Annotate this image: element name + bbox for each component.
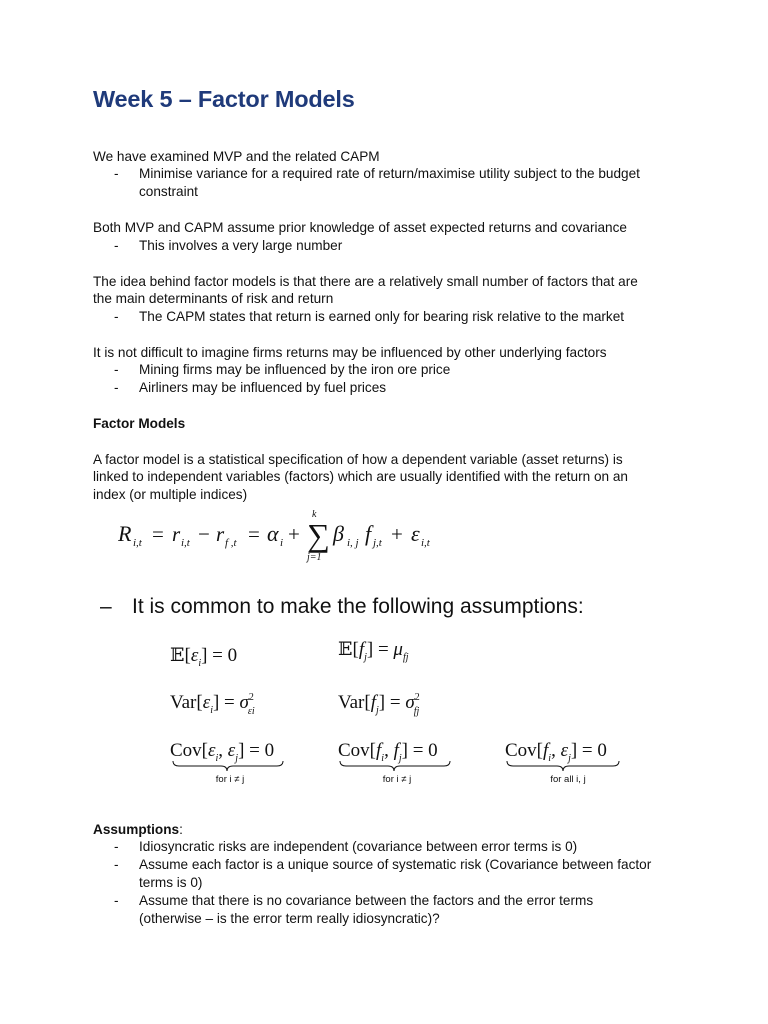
- svg-text:j=1: j=1: [307, 552, 322, 563]
- svg-text:ε: ε: [411, 521, 420, 546]
- bullet-dash: -: [114, 362, 119, 377]
- bullet-text: Assume that there is no covariance between the factors and the error terms: [139, 893, 594, 908]
- list-item-continuation: [93, 910, 693, 928]
- bullet-text: Assume each factor is a unique source of systematic risk (Covariance between factor: [139, 857, 652, 872]
- bullet-dash: -: [114, 893, 119, 908]
- list-item: [93, 379, 693, 397]
- bullet-dash: -: [114, 166, 119, 181]
- paragraph-mvp: We have examined MVP and the related CAPM: [93, 149, 380, 164]
- bullet-text: Minimise variance for a required rate of return/maximise utility subject to the budget: [139, 166, 640, 181]
- covariance-errors-formula: $Cov[\varepsilon_i$, $\varepsilon_j] = 0$: [170, 740, 275, 764]
- covariance-factor-error-formula: $Cov[f_i$, $\varepsilon_j] = 0$: [505, 740, 607, 764]
- bullet-text: (otherwise – is the error term really idiosyncratic)?: [139, 911, 440, 926]
- assumption-intro: [100, 595, 660, 623]
- paragraph-other-factors: It is not difficult to imagine firms returns may be influenced by other underlying factors: [93, 345, 607, 360]
- svg-text:α: α: [267, 521, 279, 546]
- svg-text:i,t: i,t: [421, 537, 430, 549]
- list-item: [93, 892, 693, 910]
- section-heading-factor-models: Factor Models: [93, 416, 186, 431]
- list-item: [93, 361, 693, 379]
- expectation-error-formula: $𝔼[\varepsilon_i] = 0$: [170, 645, 238, 669]
- svg-text:k: k: [312, 509, 317, 520]
- bullet-dash: -: [114, 857, 119, 872]
- underbrace-2: [340, 761, 450, 771]
- svg-text:+: +: [288, 522, 300, 546]
- underbrace-label-3: for all i, j: [550, 774, 586, 785]
- bullet-text: Airliners may be influenced by fuel prices: [139, 380, 387, 395]
- list-item: [93, 308, 693, 326]
- paragraph-assumptions-knowledge: Both MVP and CAPM assume prior knowledge of asset expected returns and covariance: [93, 220, 627, 235]
- bullet-text: The CAPM states that return is earned only for bearing risk relative to the market: [139, 309, 625, 324]
- underbrace-1: [173, 761, 283, 771]
- bullet-text: This involves a very large number: [139, 238, 343, 253]
- list-item: [93, 838, 693, 856]
- bullet-dash: -: [114, 238, 119, 253]
- svg-text:f ,t: f ,t: [225, 537, 237, 549]
- assumptions-heading: Assumptions: [93, 822, 180, 837]
- svg-text:i, j: i, j: [347, 537, 359, 549]
- paragraph-definition-line-3: index (or multiple indices): [93, 487, 248, 502]
- variance-error-formula: $Var[\varepsilon_i] = \sigma^2$ εi: [170, 692, 255, 717]
- svg-text:=: =: [248, 522, 260, 546]
- svg-text:∑: ∑: [307, 517, 330, 553]
- paragraph-idea-line-1: The idea behind factor models is that there are a relatively small number of factors that are: [93, 274, 638, 289]
- svg-text:i,t: i,t: [133, 537, 142, 549]
- svg-text:j,t: j,t: [373, 537, 382, 549]
- svg-text:β: β: [333, 521, 344, 546]
- underbrace-label-1: for i ≠ j: [215, 774, 245, 785]
- factor-model-equation: [118, 508, 448, 568]
- underbrace-3: [507, 761, 619, 771]
- bullet-dash: -: [114, 380, 119, 395]
- paragraph-definition-line-2: linked to independent variables (factors) which are usually identified with the return on an: [93, 469, 628, 484]
- bullet-text: terms is 0): [139, 875, 203, 890]
- svg-text:=: =: [152, 522, 164, 546]
- assumption-intro-text: It is common to make the following assumptions:: [132, 595, 584, 618]
- variance-factor-formula: $Var[f_j] = \sigma^2$ fj: [338, 692, 420, 717]
- list-item: [93, 856, 693, 874]
- list-item: [93, 237, 693, 255]
- assumptions-heading-line: [93, 821, 183, 839]
- svg-text:i,t: i,t: [181, 537, 190, 549]
- paragraph-idea-line-2: the main determinants of risk and return: [93, 291, 334, 306]
- paragraph-definition-line-1: A factor model is a statistical specification of how a dependent variable (asset returns) is: [93, 452, 623, 467]
- assumptions-colon: :: [179, 822, 183, 837]
- bullet-text: constraint: [139, 184, 198, 199]
- bullet-dash: -: [114, 309, 119, 324]
- list-item-continuation: [93, 183, 693, 201]
- assumption-formulas: [165, 628, 645, 793]
- svg-text:f: f: [365, 521, 372, 546]
- expectation-factor-formula: $𝔼[f_j] = \mu_{fj}$: [338, 639, 409, 663]
- page-title: Week 5 – Factor Models: [93, 86, 355, 112]
- list-item-continuation: [93, 874, 693, 892]
- svg-text:r: r: [172, 522, 181, 546]
- underbrace-label-2: for i ≠ j: [382, 774, 412, 785]
- bullet-dash: -: [114, 839, 119, 854]
- svg-text:R: R: [118, 521, 132, 546]
- list-item: [93, 165, 693, 183]
- svg-text:−: −: [198, 522, 210, 546]
- bullet-text: Idiosyncratic risks are independent (covariance between error terms is 0): [139, 839, 578, 854]
- svg-text:r: r: [216, 522, 225, 546]
- svg-text:i: i: [280, 537, 284, 549]
- bullet-text: Mining firms may be influenced by the iron ore price: [139, 362, 451, 377]
- covariance-factors-formula: $Cov[f_i$, $f_j] = 0$: [338, 740, 438, 764]
- bullet-dash: –: [100, 595, 112, 618]
- svg-text:+: +: [391, 522, 403, 546]
